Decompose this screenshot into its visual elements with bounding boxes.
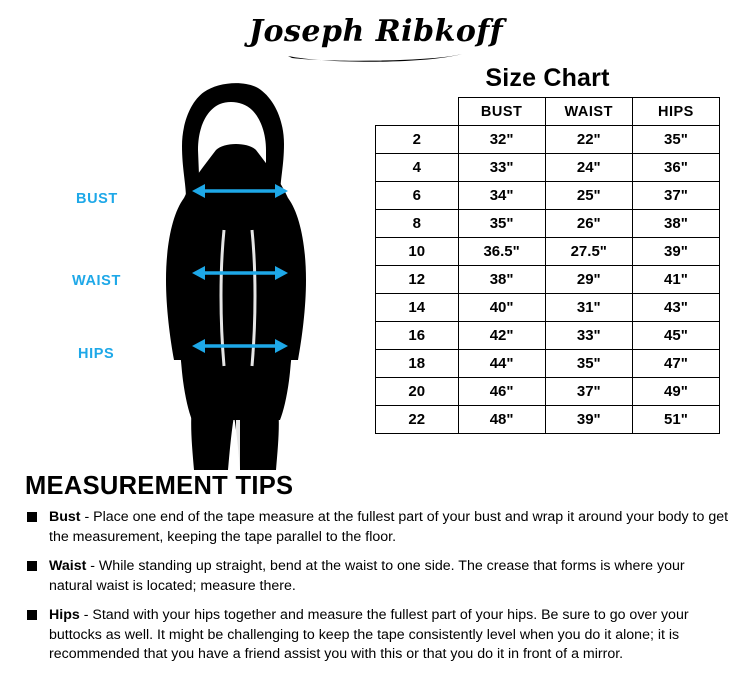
- cell-measurement: 43": [632, 294, 719, 322]
- header-cell-hips: HIPS: [632, 98, 719, 126]
- table-header-row: [376, 98, 720, 126]
- table-row: [376, 182, 720, 210]
- cell-measurement: 25": [545, 182, 632, 210]
- tip-text: - While standing up straight, bend at the waist to one side. The crease that forms is where your natural waist is located; measure there.: [49, 558, 685, 594]
- cell-measurement: 47": [632, 350, 719, 378]
- table-row: [376, 126, 720, 154]
- header-cell-waist: WAIST: [545, 98, 632, 126]
- cell-size: 6: [376, 182, 459, 210]
- cell-measurement: 35": [632, 126, 719, 154]
- cell-measurement: 38": [632, 210, 719, 238]
- table-row: [376, 154, 720, 182]
- bullet-square-icon: [27, 512, 37, 522]
- cell-measurement: 39": [632, 238, 719, 266]
- cell-measurement: 38": [458, 266, 545, 294]
- label-bust: BUST: [76, 191, 118, 207]
- table-row: [376, 210, 720, 238]
- cell-size: 10: [376, 238, 459, 266]
- size-chart-title: Size Chart: [485, 64, 610, 92]
- bullet-square-icon: [27, 610, 37, 620]
- cell-size: 18: [376, 350, 459, 378]
- cell-measurement: 41": [632, 266, 719, 294]
- list-item: [25, 557, 731, 596]
- table-row: [376, 406, 720, 434]
- cell-measurement: 37": [545, 378, 632, 406]
- cell-measurement: 24": [545, 154, 632, 182]
- header-cell-size: [376, 98, 459, 126]
- cell-measurement: 45": [632, 322, 719, 350]
- brand-logo: [0, 14, 752, 49]
- cell-measurement: 26": [545, 210, 632, 238]
- cell-measurement: 33": [458, 154, 545, 182]
- tip-term: Waist: [49, 558, 87, 574]
- measurement-tips-list: [25, 508, 731, 675]
- label-waist: WAIST: [72, 273, 121, 289]
- cell-size: 22: [376, 406, 459, 434]
- tip-term: Bust: [49, 509, 81, 525]
- cell-measurement: 36.5": [458, 238, 545, 266]
- cell-measurement: 40": [458, 294, 545, 322]
- cell-measurement: 35": [545, 350, 632, 378]
- cell-size: 20: [376, 378, 459, 406]
- measurement-tips-heading: MEASUREMENT TIPS: [25, 472, 294, 500]
- cell-measurement: 32": [458, 126, 545, 154]
- cell-size: 8: [376, 210, 459, 238]
- list-item: [25, 606, 731, 665]
- cell-measurement: 22": [545, 126, 632, 154]
- cell-measurement: 35": [458, 210, 545, 238]
- label-hips: HIPS: [78, 346, 115, 362]
- waist-arrow-icon: [192, 264, 288, 282]
- list-item: [25, 508, 731, 547]
- table-row: [376, 294, 720, 322]
- table-row: [376, 378, 720, 406]
- cell-measurement: 33": [545, 322, 632, 350]
- table-row: [376, 350, 720, 378]
- cell-size: 2: [376, 126, 459, 154]
- tip-term: Hips: [49, 607, 80, 623]
- cell-size: 14: [376, 294, 459, 322]
- cell-size: 12: [376, 266, 459, 294]
- tip-text: - Place one end of the tape measure at the fullest part of your bust and wrap it around your body to get the measurement, keeping the tape parallel to the floor.: [49, 509, 729, 545]
- cell-measurement: 31": [545, 294, 632, 322]
- table-row: [376, 322, 720, 350]
- cell-size: 4: [376, 154, 459, 182]
- cell-measurement: 42": [458, 322, 545, 350]
- table-row: [376, 266, 720, 294]
- header-cell-bust: BUST: [458, 98, 545, 126]
- cell-measurement: 36": [632, 154, 719, 182]
- cell-measurement: 46": [458, 378, 545, 406]
- tip-text: - Stand with your hips together and measure the fullest part of your hips. Be sure to go over your buttocks as well. It might be challenging to keep the tape consistently level when you do it alone; it is recommended that you have a friend assist you with this or that you do it in front of a mirror.: [49, 607, 689, 662]
- bust-arrow-icon: [192, 182, 288, 200]
- cell-measurement: 48": [458, 406, 545, 434]
- cell-measurement: 27.5": [545, 238, 632, 266]
- cell-size: 16: [376, 322, 459, 350]
- cell-measurement: 44": [458, 350, 545, 378]
- cell-measurement: 37": [632, 182, 719, 210]
- table-row: [376, 238, 720, 266]
- bullet-square-icon: [27, 561, 37, 571]
- cell-measurement: 39": [545, 406, 632, 434]
- cell-measurement: 34": [458, 182, 545, 210]
- hips-arrow-icon: [192, 337, 288, 355]
- cell-measurement: 29": [545, 266, 632, 294]
- cell-measurement: 49": [632, 378, 719, 406]
- size-chart-table: [375, 97, 720, 434]
- brand-name: Joseph Ribkoff: [248, 14, 504, 49]
- cell-measurement: 51": [632, 406, 719, 434]
